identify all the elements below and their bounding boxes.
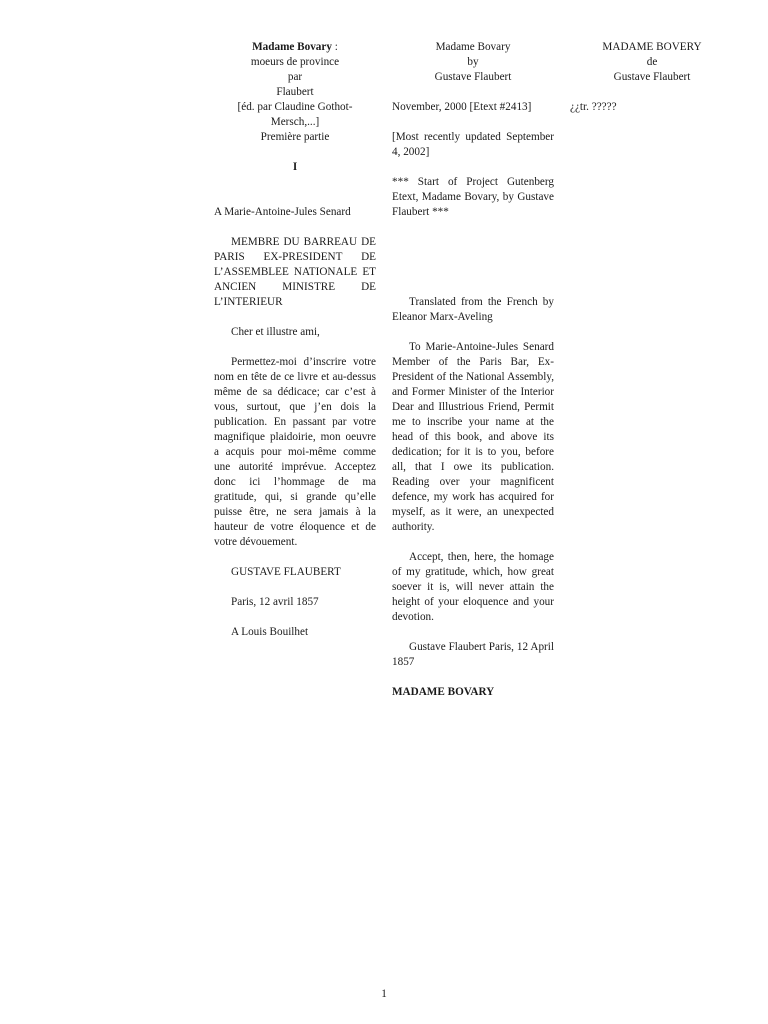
english-signature: Gustave Flaubert Paris, 12 April 1857 [392,641,554,668]
english-accept: Accept, then, here, the homage of my gratitude, which, how great soever it is, will never attain the height of your eloquence and your devotion. [392,551,554,623]
english-heading: MADAME BOVARY [392,686,495,698]
third-title-block [570,40,734,85]
column-english [392,40,554,715]
english-date: November, 2000 [Etext #2413] [392,101,532,113]
french-letter: Permettez-moi d’inscrire votre nom en tête de ce livre et au-dessus même de sa dédicace; car c’est à vous, surtout, que j’en dois la publication. En passant par votre magnifique plaidoirie, mon oeuvre a acquis pour moi-même comme une autorité imprévue. Acceptez donc ici l’hommage de ma gratitude, qui, si grande qu’elle puisse être, ne sera jamais à la hauteur de votre éloquence et de votre dévouement. [214,356,376,548]
french-dedicatee: A Marie-Antoine-Jules Senard [214,206,351,218]
english-translated: Translated from the French by Eleanor Marx-Aveling [392,296,554,323]
english-title: Madame Bovary [435,41,511,53]
french-greeting: Cher et illustre ami, [231,326,320,338]
french-signature: GUSTAVE FLAUBERT [231,566,341,578]
french-subtitle: moeurs de province [250,56,340,68]
french-title-block [214,40,376,145]
french-second-dedication: A Louis Bouilhet [231,626,309,638]
french-membre: MEMBRE DU BARREAU DE PARIS EX-PRESIDENT DE L’ASSEMBLEE NATIONALE ET ANCIEN MINISTRE DE L’INTERIEUR [214,236,376,308]
third-de: de [646,56,658,68]
french-editor: [éd. par Claudine Gothot-Mersch,...] [237,101,353,128]
page-number: 1 [381,988,387,1000]
column-french [214,40,376,655]
third-author: Gustave Flaubert [613,71,691,83]
column-third [570,40,734,115]
english-dedication: To Marie-Antoine-Jules Senard Member of the Paris Bar, Ex-President of the National Assembly, and Former Minister of the Interior Dear and Illustrious Friend, Permit me to inscribe your name at the head of this book, and above its dedication; for it is to you, before all, that I owe its publication. Reading over your magnificent defence, my work has acquired for myself, as it were, an unexpected authority. [392,341,554,533]
french-author: Flaubert [276,86,314,98]
french-place-date: Paris, 12 avril 1857 [231,596,319,608]
third-title: MADAME BOVERY [602,41,702,53]
french-title-suffix: : [331,41,338,53]
english-start: *** Start of Project Gutenberg Etext, Madame Bovary, by Gustave Flaubert *** [392,176,554,218]
french-par: par [287,71,303,83]
french-part: Première partie [260,131,330,143]
english-title-block [392,40,554,85]
third-note: ¿¿tr. ????? [570,101,617,113]
english-author: Gustave Flaubert [434,71,512,83]
chapter-number: I [292,161,298,173]
english-by: by [467,56,479,68]
french-title: Madame Bovary [252,41,332,53]
english-updated: [Most recently updated September 4, 2002] [392,131,554,158]
